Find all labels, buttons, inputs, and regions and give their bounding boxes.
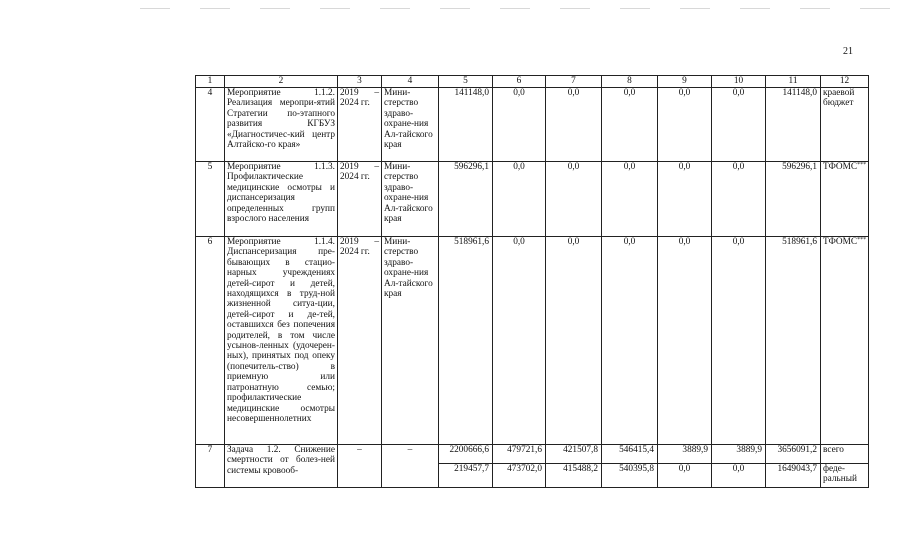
activity-name: Мероприятие 1.1.4. Диспансеризация пре-бывающих в стацио-нарных учреждениях детей-сирот и детей, находящихся в труд-ной жизненной ситуа-ции, детей-сирот и де-тей, оставшихся без попечения родителей, в том числе усынов-ленных (удочерен-ных), принятых под опеку (попечитель-ство) в приемную или патронатную семью; профилактические медицинские осмотры несовершеннолетних <box>225 237 338 445</box>
executor: Мини-стерство здраво-охране-ния Ал-тайского края <box>382 88 439 162</box>
value-cell: 0,0 <box>602 88 658 162</box>
header-row <box>196 76 869 88</box>
funding-source-text: краевой бюджет <box>823 88 855 109</box>
value-cell: 0,0 <box>602 237 658 445</box>
value-cell: 0,0 <box>546 237 602 445</box>
value-cell: 421507,8 <box>546 445 602 464</box>
value-cell: 596296,1 <box>439 162 493 237</box>
value-cell: 141148,0 <box>766 88 821 162</box>
value-cell: 1649043,7 <box>766 464 821 488</box>
header-cell: 2 <box>225 76 338 88</box>
value-cell: 0,0 <box>658 237 712 445</box>
program-table <box>195 75 869 488</box>
value-cell: 3889,9 <box>658 445 712 464</box>
value-cell: 0,0 <box>658 162 712 237</box>
funding-source-text: ТФОМС <box>823 237 858 247</box>
executor: Мини-стерство здраво-охране-ния Ал-тайского края <box>382 237 439 445</box>
value-cell: 0,0 <box>658 88 712 162</box>
value-cell: 0,0 <box>712 88 766 162</box>
value-cell: 518961,6 <box>439 237 493 445</box>
value-cell: 479721,6 <box>493 445 546 464</box>
row-number: 7 <box>196 445 225 488</box>
funding-source: феде-ральный <box>821 464 869 488</box>
activity-name: Мероприятие 1.1.2. Реализация меропри-ятий Стратегии по-этапного развития КГБУЗ «Диагностичес-кий центр Алтайско-го края» <box>225 88 338 162</box>
value-cell: 546415,4 <box>602 445 658 464</box>
task-name: Задача 1.2. Снижение смертности от болез-ней системы кровооб- <box>225 445 338 488</box>
header-cell: 7 <box>546 76 602 88</box>
value-cell: 2200666,6 <box>439 445 493 464</box>
value-cell: 0,0 <box>712 162 766 237</box>
footnote-mark: *** <box>857 237 867 243</box>
row-number: 4 <box>196 88 225 162</box>
value-cell: 0,0 <box>602 162 658 237</box>
footnote-mark: *** <box>857 162 867 168</box>
value-cell: 0,0 <box>546 162 602 237</box>
executor: Мини-стерство здраво-охране-ния Ал-тайского края <box>382 162 439 237</box>
funding-source <box>821 162 869 237</box>
value-cell: 3889,9 <box>712 445 766 464</box>
executor: – <box>382 445 439 488</box>
header-cell: 5 <box>439 76 493 88</box>
value-cell: 0,0 <box>712 237 766 445</box>
row-number: 6 <box>196 237 225 445</box>
header-cell: 10 <box>712 76 766 88</box>
table-row <box>196 162 869 237</box>
value-cell: 473702,0 <box>493 464 546 488</box>
value-cell: 0,0 <box>546 88 602 162</box>
header-cell: 3 <box>338 76 382 88</box>
period: – <box>338 445 382 488</box>
funding-source-text: ТФОМС <box>823 162 858 172</box>
funding-source <box>821 88 869 162</box>
value-cell: 0,0 <box>712 464 766 488</box>
value-cell: 518961,6 <box>766 237 821 445</box>
header-cell: 8 <box>602 76 658 88</box>
scan-artifact-line <box>140 8 900 9</box>
value-cell: 0,0 <box>493 237 546 445</box>
header-cell: 9 <box>658 76 712 88</box>
value-cell: 0,0 <box>658 464 712 488</box>
period: 2019 – 2024 гг. <box>338 237 382 445</box>
value-cell: 415488,2 <box>546 464 602 488</box>
value-cell: 0,0 <box>493 88 546 162</box>
header-cell: 6 <box>493 76 546 88</box>
period: 2019 – 2024 гг. <box>338 88 382 162</box>
value-cell: 3656091,2 <box>766 445 821 464</box>
page-number: 21 <box>843 46 853 57</box>
period: 2019 – 2024 гг. <box>338 162 382 237</box>
funding-source <box>821 237 869 445</box>
funding-source: всего <box>821 445 869 464</box>
value-cell: 540395,8 <box>602 464 658 488</box>
value-cell: 219457,7 <box>439 464 493 488</box>
header-cell: 12 <box>821 76 869 88</box>
header-cell: 1 <box>196 76 225 88</box>
header-cell: 11 <box>766 76 821 88</box>
table-row <box>196 237 869 445</box>
table-row <box>196 88 869 162</box>
value-cell: 0,0 <box>493 162 546 237</box>
row-number: 5 <box>196 162 225 237</box>
value-cell: 141148,0 <box>439 88 493 162</box>
header-cell: 4 <box>382 76 439 88</box>
value-cell: 596296,1 <box>766 162 821 237</box>
activity-name: Мероприятие 1.1.3. Профилактические медицинские осмотры и диспансеризация определенных групп взрослого населения <box>225 162 338 237</box>
table-row <box>196 445 869 464</box>
